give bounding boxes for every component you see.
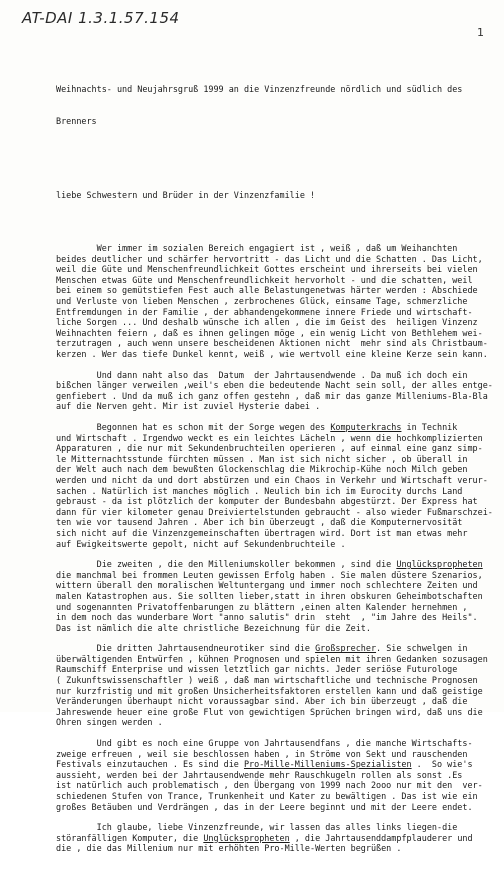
text-line: gebraust - da ist plötzlich der komputer der Bundesbahn abgestürzt. Der Express hat [56, 496, 478, 507]
underlined-term: Komputerkrachs [330, 422, 402, 432]
heading-line: Weihnachts- und Neujahrsgruß 1999 an die Vinzenzfreunde nördlich und südlich des [56, 84, 463, 95]
text-line: wittern überall den moralischen Weltuntergang und immer noch schlechtere Zeiten und [56, 580, 478, 591]
text-line: in dem noch das wunderbare Wort "anno salutis" drin steht , "im Jahre des Heils". [56, 612, 478, 623]
text-line: dann für vier kilometer genau Dreiviertelstunden gebraucht - also wieder Fußmarschzei- [56, 506, 493, 517]
text-line: ten wie vor tausend Jahren . Aber ich bin überzeugt , daß die Komputernervosität [56, 517, 463, 528]
text-line: sachen . Natürlich ist manches möglich . Neulich bin ich im Eurocity durchs Land [56, 485, 463, 496]
text-line: großes Betäuben und Verdrängen , das in der Leere beginnt und mit der Leere endet. [56, 801, 473, 812]
text-line: ist natürlich auch problematisch , den Übergang von 1999 nach 2ooo nur mit den ver- [56, 780, 483, 791]
text-line: und Wirtschaft . Irgendwo weckt es ein leichtes Lächeln , wenn die hochkomplizierten [56, 432, 483, 443]
text-line: schiedenen Stufen von Trance, Trunkenheit und Kater zu bewältigen . Das ist wie ein [56, 791, 478, 801]
heading-line: Brenners [56, 116, 97, 127]
text-line: Entfremdungen in der Familie , der abhandengekommene innere Friede und wirtschaft- [56, 306, 473, 317]
text-line: weil die Güte und Menschenfreundlichkeit Gottes erscheint und ihrerseits bei vielen [56, 264, 478, 275]
underlined-term: Großsprecher [315, 643, 377, 654]
text-line: Und dann naht also das Datum der Jahrtausendwende . Da muß ich doch ein [56, 369, 468, 380]
archive-signature-stamp: AT-DAI 1.3.1.57.154 [22, 9, 180, 27]
text-line: beides deutlicher und schärfer hervortritt - das Licht und die Schatten . Das Licht, [56, 253, 483, 264]
text-line: Ohren singen werden . [56, 717, 163, 728]
text-line: nur kurzfristig und mit großen Unsicherheitsfaktoren erstellen kann und daß geistige [56, 685, 483, 696]
paragraph-list [56, 243, 493, 854]
text-line: malen Katastrophen aus. Sie sollten lieber,statt in ihren obskuren Geheimbotschaften [56, 590, 483, 601]
underlined-term: Unglückspropheten [396, 559, 483, 570]
text-line: aussieht, werden bei der Jahrtausendwende mehr Rauschkugeln rollen als sonst .Es [56, 769, 463, 780]
letter-heading [56, 63, 470, 148]
text-line: genfiebert . Und da muß ich ganz offen gestehn , daß mir das ganze Milleniums-Bla-Bla [56, 390, 488, 401]
text-line: Veränderungen überhaupt nicht voraussagbar sind. Aber ich bin überzeugt , daß die [56, 696, 468, 707]
text-line: Begonnen hat es schon mit der Sorge wegen des Komputerkrachs in Technik [56, 422, 458, 432]
text-line: bißchen länger verweilen ,weil's eben die bedeutende Nacht sein soll, der alles entge- [56, 380, 493, 391]
text-line: werden und nicht da und dort abstürzen und ein Chaos in Verkehr und Wirtschaft verur- [56, 474, 488, 485]
letter-body [56, 42, 493, 885]
text-line: bei einem so gemütstiefen Fest auch alle Belastungenetwas härter werden : Abschiede [56, 285, 478, 296]
text-line: und Verluste von lieben Menschen , zerbrochenes Glück, einsame Tage, schmerzliche [56, 296, 468, 307]
text-line: le Mitternachtsstunde fürchten müssen . Man ist sich nicht sicher , ob überall in [56, 453, 468, 464]
paragraph [56, 243, 488, 360]
text-line: Menschen etwas Güte und Menschenfreundlichkeit hervorholt - und die schatten, weil [56, 274, 473, 285]
text-line: Apparaturen , die nur mit Sekundenbruchteilen operieren , auf einmal eine ganz simp- [56, 443, 483, 454]
text-line: Festivals einzutauchen . Es sind die Pro-Mille-Milleniums-Spezialisten . So wie's [56, 759, 473, 770]
text-line: Das ist nämlich die alte christliche Bezeichnung für die Zeit. [56, 622, 371, 633]
text-line: die , die das Millenium nur mit erhöhten Pro-Mille-Werten begrüßen . [56, 843, 402, 854]
text-line: Weihnachten feiern , daß es ihnen gelingen möge , ein wenig Licht von Bethlehem wei- [56, 327, 483, 338]
text-line: Die zweiten , die den Milleniumskoller bekommen , sind die Unglückspropheten [56, 559, 483, 570]
text-line: ( Zukunftswissenschaftler ) weiß , daß man wirtschaftliche und technische Prognosen [56, 675, 478, 686]
page-mark: 1 [477, 26, 484, 39]
text-line: Raumschiff Enterprise und wissen letztlich gar nichts. Jeder seriöse Futurologe [56, 664, 458, 675]
text-line: überwältigenden Entwürfen , kühnen Prognosen und spielen mit ihren Gedanken sozusagen [56, 653, 488, 664]
text-line: auf Ewigkeitswerte gepolt, nicht auf Sekundenbruchteile . [56, 538, 346, 549]
text-line: auf die Nerven geht. Mir ist zuviel Hysterie dabei . [56, 401, 321, 412]
underlined-term: Unglückspropheten [203, 832, 290, 843]
text-line: Ich glaube, liebe Vinzenzfreunde, wir lassen das alles links liegen-die [56, 822, 458, 833]
text-line: und sogenannten Privatoffenbarungen zu blättern ,einen alten Kalender hernehmen , [56, 601, 468, 612]
text-line: liche Sorgen ... Und deshalb wünsche ich allen , die im Geist des heiligen Vinzenz [56, 317, 478, 328]
paragraph [56, 559, 483, 633]
salutation: liebe Schwestern und Brüder in der Vinzenzfamilie ! [56, 189, 316, 200]
text-line: sich nicht auf die Vinzenzgemeinschaften übertragen wird. Dort ist man etwas mehr [56, 527, 468, 538]
text-line: zweige erfreuen , weil sie beschlossen haben , in Ströme von Sekt und rauschenden [56, 748, 468, 759]
paragraph [56, 738, 483, 812]
paragraph [56, 822, 473, 854]
paragraph [56, 643, 488, 728]
underlined-term: Pro-Mille-Milleniums-Spezialisten [243, 759, 412, 770]
text-line: störanfälligen Komputer, die Unglückspropheten , die Jahrtausenddampfplauderer und [56, 832, 473, 843]
text-line: kerzen . Wer das tiefe Dunkel kennt, weiß , wie wertvoll eine kleine Kerze sein kann. [56, 349, 488, 360]
text-line: Wer immer im sozialen Bereich engagiert ist , weiß , daß um Weihanchten [56, 243, 458, 254]
paragraph [56, 369, 493, 412]
text-line: Und gibt es noch eine Gruppe von Jahrtausendfans , die manche Wirtschafts- [56, 738, 473, 749]
text-line: terzutragen , auch wenn unsere bescheidenen Aktionen nicht mehr sind als Christbaum- [56, 338, 488, 349]
text-line: die manchmal bei frommen Leuten gewissen Erfolg haben . Sie malen düstere Szenarios, [56, 569, 483, 580]
paragraph [56, 422, 493, 549]
text-line: Jahreswende heuer eine große Flut von gewichtigen Sprüchen bringen wird, daß uns die [56, 706, 483, 717]
text-line: der Welt auch nach dem bewußten Glockenschlag die Mikrochip-Kühe noch Milch geben [56, 464, 468, 475]
text-line: Die dritten Jahrtausendneurotiker sind die Großsprecher. Sie schwelgen in [56, 643, 468, 654]
